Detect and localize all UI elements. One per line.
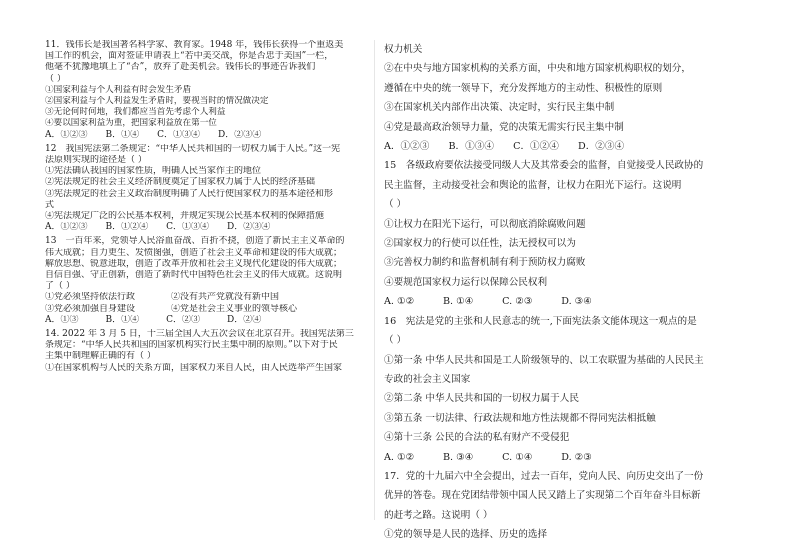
q13-options: A．①③ B．①④ C．②③ D．②④ xyxy=(45,314,262,325)
q14-stem-line-1: 14. 2022 年 3 月 5 日，十三届全国人大五次会议在北京召开。我国宪法第三 xyxy=(45,329,354,340)
q11-statement-2: ②国家利益与个人利益发生矛盾时，要视当时的情况做决定 xyxy=(45,96,269,107)
q15-answer-blank: （ ） xyxy=(384,199,407,211)
q17-stem-line-3: 的赶考之路。这说明（ ） xyxy=(384,509,493,521)
q13-statements-3-4: ③党必须加强自身建设 ④党是社会主义事业的领导核心 xyxy=(45,303,298,314)
q11-statement-4: ④要以国家利益为重，把国家利益放在第一位 xyxy=(45,118,217,129)
q16-statement-3: ③第五条 一切法律、行政法规和地方性法规都不得同宪法相抵触 xyxy=(384,412,656,424)
q15-statement-4: ④要规范国家权力运行以保障公民权利 xyxy=(384,276,548,288)
q12-statement-3-cont: 式 xyxy=(45,199,55,210)
q11-answer-blank: （ ） xyxy=(45,73,66,84)
q14-statement-2: ②在中央与地方国家机构的关系方面，中央和地方国家机构职权的划分， xyxy=(384,63,691,75)
q14-statement-1: ①在国家机构与人民的关系方面，国家权力来自人民，由人民选举产生国家 xyxy=(45,362,343,373)
q13-stem-line-1: 13 一百年来，党领导人民浴血奋战、百折不挠，创造了新民主主义革命的 xyxy=(45,236,345,247)
q11-stem-line-3: 他毫不犹豫地填上了“否”，放弃了赴美机会。钱伟长的事迹告诉我们 xyxy=(45,62,316,73)
q17-stem-line-1: 17．党的十九届六中全会提出，过去一百年，党向人民、向历史交出了一份 xyxy=(384,470,704,482)
q16-statement-4: ④第十三条 公民的合法的私有财产不受侵犯 xyxy=(384,432,570,444)
q12-stem-line-1: 12 我国宪法第二条规定：“中华人民共和国的一切权力属于人民。”这一宪 xyxy=(45,143,341,154)
q17-stem-line-2: 优异的答卷。现在党团结带领中国人民又踏上了实现第二个百年奋斗目标新 xyxy=(384,490,701,502)
q15-statement-2: ②国家权力的行使可以任性，法无授权可以为 xyxy=(384,238,576,250)
q15-statement-1: ①让权力在阳光下运行，可以彻底消除腐败问题 xyxy=(384,218,586,230)
q13-answer-blank: 了（ ） xyxy=(45,281,75,292)
q14-statement-3: ③在国家机关内部作出决策、决定时，实行民主集中制 xyxy=(384,102,615,114)
q14-options: A．①②③ B．①③④ C．①②④ D．②③④ xyxy=(384,141,625,153)
q16-statement-1-cont: 专政的社会主义国家 xyxy=(384,373,471,385)
q11-statement-3: ③无论何时何地，我们都应当首先考虑个人利益 xyxy=(45,107,226,118)
q16-options: A. ①② B. ③④ C. ①④ D. ②③ xyxy=(384,451,592,463)
q12-options: A．①②③ B．①②④ C．①③④ D．②③④ xyxy=(45,222,271,233)
q13-stem-line-4: 自信自强、守正创新，创造了新时代中国特色社会主义的伟大成就。这说明 xyxy=(45,270,343,281)
q14-stem-line-3: 主集中制理解正确的有（ ） xyxy=(45,351,156,362)
q12-statement-2: ②宪法规定的社会主义经济制度奠定了国家权力属于人民的经济基础 xyxy=(45,177,316,188)
q13-stem-line-3: 解放思想、锐意进取，创造了改革开放和社会主义现代化建设的伟大成就； xyxy=(45,258,343,269)
q16-answer-blank: （ ） xyxy=(384,335,407,347)
q16-statement-2: ②第二条 中华人民共和国的一切权力属于人民 xyxy=(384,393,579,405)
left-column xyxy=(45,40,367,374)
right-column xyxy=(384,40,718,545)
q13-statements-1-2: ①党必须坚持依法行政 ②没有共产党就没有新中国 xyxy=(45,292,280,303)
q11-stem-line-1: 11．钱伟长是我国著名科学家、教育家。1948 年，钱伟长获得一个重返美 xyxy=(45,40,344,50)
q15-options: A. ①② B. ①④ C. ②③ D. ③④ xyxy=(384,296,592,308)
column-divider xyxy=(374,40,375,520)
q12-statement-4: ④宪法规定广泛的公民基本权利，并规定实现公民基本权利的保障措施 xyxy=(45,211,325,222)
q15-stem-line-2: 民主监督，主动接受社会和舆论的监督，让权力在阳光下运行。这说明 xyxy=(384,179,682,191)
q14-statement-1-cont: 权力机关 xyxy=(384,44,423,55)
q17-statement-1: ①党的领导是人民的选择、历史的选择 xyxy=(384,529,548,541)
q11-options: A．①②③ B．①④ C．①③④ D．②③④ xyxy=(45,129,262,140)
q11-stem-line-2: 国工作的机会，面对签证申请表上“若中美交战，你是否忠于美国”一栏， xyxy=(45,51,334,62)
q16-statement-1: ①第一条 中华人民共和国是工人阶级领导的、以工农联盟为基础的人民民主 xyxy=(384,354,704,366)
q12-stem-line-2: 法原则实现的途径是（ ） xyxy=(45,155,147,166)
q12-statement-3: ③宪法规定的社会主义政治制度明确了人民行使国家权力的基本途径和形 xyxy=(45,188,334,199)
q16-stem-line-1: 16 宪法是党的主张和人民意志的统一,下面宪法条文能体现这一观点的是 xyxy=(384,315,697,327)
q14-stem-line-2: 条规定：“中华人民共和国的国家机构实行民主集中制的原则。”以下对于民 xyxy=(45,340,338,351)
q11-statement-1: ①国家利益与个人利益有时会发生矛盾 xyxy=(45,84,192,95)
q13-stem-line-2: 伟大成就；自力更生、发愤图强，创造了社会主义革命和建设的伟大成就； xyxy=(45,247,343,258)
q12-statement-1: ①宪法确认我国的国家性质，明确人民当家作主的地位 xyxy=(45,166,262,177)
q14-statement-4: ④党是最高政治领导力量，党的决策无需实行民主集中制 xyxy=(384,121,624,133)
q14-statement-2-cont: 遵循在中央的统一领导下，充分发挥地方的主动性、积极性的原则 xyxy=(384,82,663,94)
q15-statement-3: ③完善权力制约和监督机制有利于预防权力腐败 xyxy=(384,257,586,269)
q15-stem-line-1: 15 各级政府要依法接受同级人大及其常委会的监督，自觉接受人民政协的 xyxy=(384,160,704,172)
